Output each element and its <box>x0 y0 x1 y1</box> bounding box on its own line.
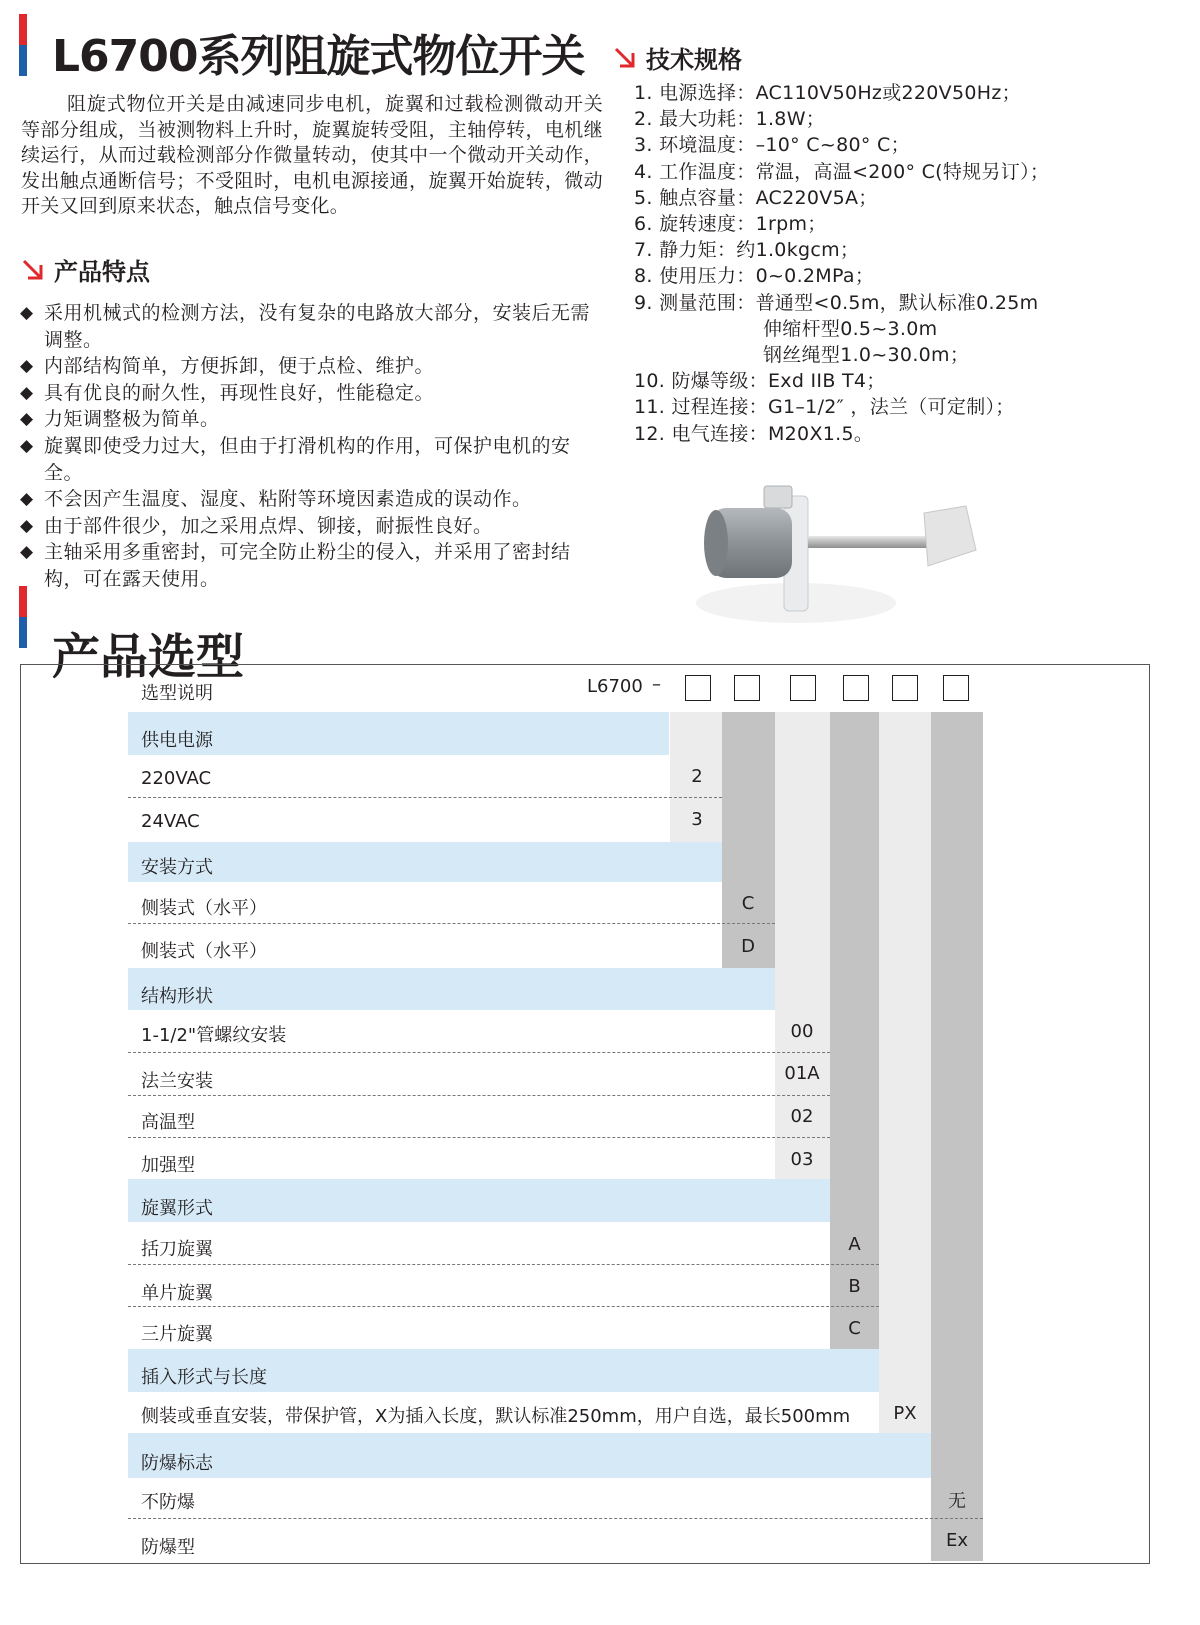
page-title: L6700系列阻旋式物位开关 <box>52 31 585 82</box>
group-header <box>128 842 722 882</box>
specs-list <box>634 80 1184 447</box>
option-code: C <box>848 1318 861 1339</box>
option-code: 03 <box>790 1149 814 1170</box>
group-header <box>128 1179 830 1222</box>
row-divider <box>128 1137 830 1138</box>
code-box-4 <box>843 675 869 701</box>
code-box-3 <box>790 675 816 701</box>
code-box-5 <box>892 675 918 701</box>
selection-label: 选型说明 <box>141 683 213 704</box>
spec-item: 3. 环境温度：–10° C~80° C； <box>634 134 910 157</box>
intro-paragraph: 阻旋式物位开关是由减速同步电机，旋翼和过载检测微动开关等部分组成，当被测物料上升时，旋翼旋转受阻，主轴停转，电机继续运行，从而过载检测部分作微量转动，使其中一个微动开关动作，发出触点通断信号；不受阻时，电机电源接通，旋翼开始旋转，微动开关又回到原来状态，触点信号变化。 <box>21 93 603 218</box>
spec-item: 8. 使用压力：0~0.2MPa； <box>634 265 875 288</box>
list-item: ◆ 旋翼即使受力过大，但由于打滑机构的作用，可保护电机的安全。 <box>20 434 571 484</box>
option-label: 220VAC <box>141 768 212 789</box>
spec-item: 1. 电源选择：AC110V50Hz或220V50Hz； <box>634 82 1021 104</box>
option-code: B <box>848 1276 861 1297</box>
code-box-1 <box>685 675 711 701</box>
option-label: 1-1/2"管螺纹安装 <box>141 1025 287 1046</box>
option-label: 单片旋翼 <box>141 1283 213 1304</box>
option-code: 3 <box>691 809 703 830</box>
diamond-bullet-icon: ◆ <box>20 435 34 456</box>
option-code: 00 <box>790 1021 814 1042</box>
option-label: 24VAC <box>141 811 200 832</box>
group-header <box>128 1433 931 1478</box>
specs-heading <box>612 40 742 75</box>
option-label: 高温型 <box>141 1112 195 1133</box>
arrow-down-right-icon <box>20 257 46 283</box>
spec-item: 12. 电气连接：M20X1.5。 <box>634 422 874 445</box>
features-list <box>20 300 600 593</box>
option-label: 侧装式（水平） <box>141 941 267 962</box>
code-column-2 <box>722 712 775 968</box>
section-title: 产品选型 <box>52 629 245 685</box>
list-item: ◆ 具有优良的耐久性，再现性良好，性能稳定。 <box>20 380 600 407</box>
diamond-bullet-icon: ◆ <box>20 303 34 323</box>
list-item: ◆ 内部结构简单，方便拆卸，便于点检、维护。 <box>20 353 600 380</box>
diamond-bullet-icon: ◆ <box>20 489 34 510</box>
model-dash: – <box>652 674 661 695</box>
spec-item: 7. 静力矩：约1.0kgcm； <box>634 239 860 262</box>
group-title: 插入形式与长度 <box>141 1367 267 1388</box>
group-header <box>128 968 775 1010</box>
diamond-bullet-icon: ◆ <box>20 409 34 430</box>
list-item: ◆ 力矩调整极为简单。 <box>20 406 600 433</box>
section-accent-bar <box>19 586 27 648</box>
code-column-5 <box>879 712 931 1433</box>
option-label: 法兰安装 <box>141 1071 213 1092</box>
product-photo <box>676 468 986 638</box>
option-code: 02 <box>790 1106 814 1127</box>
group-title: 旋翼形式 <box>141 1198 213 1219</box>
spec-item: 9. 测量范围：普通型<0.5m，默认标准0.25m <box>634 291 1039 314</box>
diamond-bullet-icon: ◆ <box>20 542 34 563</box>
option-code: PX <box>893 1403 917 1424</box>
group-title: 安装方式 <box>141 857 213 878</box>
group-title: 供电电源 <box>141 730 213 751</box>
arrow-down-right-icon <box>612 45 638 71</box>
list-item: ◆ 由于部件很少，加之采用点焊、铆接，耐振性良好。 <box>20 513 600 540</box>
spec-item: 5. 触点容量：AC220V5A； <box>634 186 878 209</box>
spec-item: 4. 工作温度：常温，高温<200° C(特规另订）； <box>634 160 1050 183</box>
list-item: ◆ 不会因产生温度、湿度、粘附等环境因素造成的误动作。 <box>20 486 600 513</box>
spec-item: 10. 防爆等级：Exd IIB T4； <box>634 370 886 393</box>
option-code: Ex <box>945 1530 969 1551</box>
group-title: 结构形状 <box>141 986 213 1007</box>
option-code: D <box>741 936 755 957</box>
option-code: C <box>741 893 755 914</box>
group-title: 防爆标志 <box>141 1453 213 1474</box>
spec-item-continued: 伸缩杆型0.5~3.0m <box>763 317 938 340</box>
row-divider <box>128 1518 983 1519</box>
spec-item: 11. 过程连接：G1–1/2″ ，法兰（可定制）； <box>634 396 1015 419</box>
row-divider <box>128 1095 830 1096</box>
code-box-6 <box>943 675 969 701</box>
row-divider <box>128 797 722 798</box>
row-divider <box>128 1306 879 1307</box>
option-code: 2 <box>691 766 703 787</box>
option-code: A <box>848 1234 861 1255</box>
spec-item-continued: 钢丝绳型1.0~30.0m； <box>763 344 970 367</box>
model-code: L6700 <box>587 676 643 697</box>
features-heading <box>20 252 150 287</box>
option-code: 01A <box>784 1063 820 1084</box>
option-code: 无 <box>948 1491 966 1512</box>
option-label: 括刀旋翼 <box>141 1239 213 1260</box>
row-divider <box>128 923 775 924</box>
option-label: 加强型 <box>141 1155 195 1176</box>
diamond-bullet-icon: ◆ <box>20 356 34 377</box>
diamond-bullet-icon: ◆ <box>20 382 34 403</box>
list-item: ◆ 采用机械式的检测方法，没有复杂的电路放大部分，安装后无需调整。 <box>20 302 591 351</box>
option-label: 三片旋翼 <box>141 1324 213 1345</box>
option-label: 防爆型 <box>141 1537 195 1558</box>
code-box-2 <box>734 675 760 701</box>
option-label: 侧装式（水平） <box>141 898 267 919</box>
spec-item: 6. 旋转速度：1rpm； <box>634 213 827 236</box>
option-label: 侧装或垂直安装，带保护管，X为插入长度，默认标准250mm，用户自选，最长500mm <box>141 1406 851 1427</box>
option-label: 不防爆 <box>141 1492 195 1513</box>
title-accent-bar <box>19 14 27 76</box>
specs-heading-label: 技术规格 <box>646 46 742 74</box>
features-heading-label: 产品特点 <box>54 258 150 286</box>
row-divider <box>128 1052 830 1053</box>
code-column-6 <box>931 712 983 1561</box>
row-divider <box>128 1264 879 1265</box>
list-item: ◆ 主轴采用多重密封，可完全防止粉尘的侵入，并采用了密封结构，可在露天使用。 <box>20 541 571 590</box>
diamond-bullet-icon: ◆ <box>20 515 34 536</box>
spec-item: 2. 最大功耗：1.8W； <box>634 108 826 131</box>
